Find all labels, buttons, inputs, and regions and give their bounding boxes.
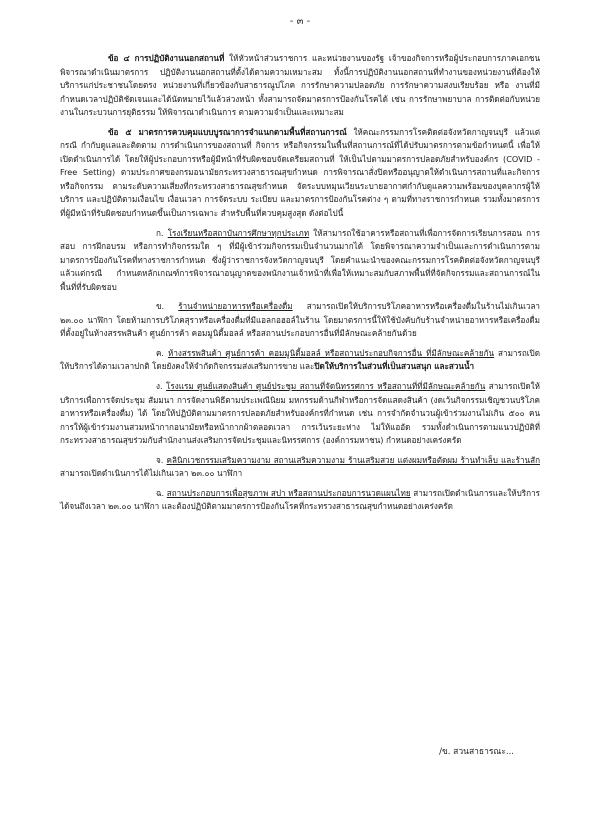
item-f-text: สามารถเปิดดำเนินการและให้บริการได้จนถึงเวลา ๒๓.๐๐ นาฬิกา และต้องปฏิบัติตามมาตรการป้องกันโรคที่กระทรวงสาธารณสุขกำหนดอย่างเคร่งครัด	[60, 487, 541, 512]
item-f	[60, 487, 540, 514]
clause-4-text: ให้หัวหน้าส่วนราชการ และหน่วยงานของรัฐ เจ้าของกิจการหรือผู้ประกอบการภาคเอกชน พิจารณาดำเนินมาตรการ ปฏิบัติงานนอกสถานที่ตั้งได้ตามความเหมาะสม ทั้งนี้การปฏิบัติงานนอกสถานที่ทำงานของหน่วยงานที่ต้องให้บริการแก่ประชาชนโดยตรง หน่วยงานที่เกี่ยวข้องกับสาธารณูปโภค การรักษาความปลอดภัย การรักษาความสงบเรียบร้อย หรือ งานที่มีกำหนดเวลาปฏิบัติชัดเจนและได้นัดหมายไว้แล้วล่วงหน้า ทั้งสามารถจัดมาตรการป้องกันโรคได้ เช่น การรักษาพยาบาล การติดต่อกับหน่วยงานในกระบวนการยุติธรรม ให้พิจารณาดำเนินการ ตามความจำเป็นและเหมาะสม	[60, 53, 541, 118]
item-c-text: สามารถเปิดให้บริการได้ตามเวลาปกติ โดยยังคงให้จำกัดกิจกรรมส่งเสริมการขาย และ	[60, 347, 540, 372]
item-f-lead: ฉ.	[156, 487, 167, 498]
clause-4	[60, 52, 540, 120]
item-d-title: โรงแรม ศูนย์แสดงสินค้า ศูนย์ประชุม สถานที่จัดนิทรรศการ หรือสถานที่ที่มีลักษณะคล้ายกัน	[166, 381, 486, 392]
item-b-text: สามารถเปิดให้บริการบริโภคอาหารหรือเครื่องดื่มในร้านไม่เกินเวลา ๒๓.๐๐ นาฬิกา โดยห้ามการบริโภคสุราหรือเครื่องดื่มที่มีแอลกอฮอล์ในร้าน โดยมาตรการนี้ให้ใช้บังคับกับร้านจำหน่ายอาหารหรือเครื่องดื่มที่ตั้งอยู่ในห้างสรรพสินค้า ศูนย์การค้า คอมมูนิตี้มอลล์ หรือสถานประกอบการอื่นที่มีลักษณะคล้ายกันด้วย	[60, 301, 540, 339]
item-a	[60, 227, 540, 295]
item-d-lead: ง.	[156, 381, 167, 392]
item-a-text: ให้สามารถใช้อาคารหรือสถานที่เพื่อการจัดการเรียนการสอน การสอบ การฝึกอบรม หรือการทำกิจกรรมใด ๆ ที่มีผู้เข้าร่วมกิจกรรมเป็นจำนวนมากได้ โดยพิจารณาความจำเป็นและการดำเนินการตามมาตรการป้องกันโรคที่ทางราชการกำหนด ซึ่งผู้ว่าราชการจังหวัดกาญจนบุรี โดยคำแนะนำของคณะกรรมการโรคติดต่อจังหวัดกาญจนบุรี แล้วแต่กรณี กำหนดหลักเกณฑ์การพิจารณาอนุญาตของพนักงานเจ้าหน้าที่เพื่อให้เหมาะสมกับสภาพพื้นที่ที่จัดกิจกรรมและสถานการณ์ในพื้นที่ที่รับผิดชอบ	[60, 227, 541, 292]
continuation-note: /ข. สวนสาธารณะ...	[439, 747, 514, 757]
item-c-title: ห้างสรรพสินค้า ศูนย์การค้า คอมมูนิตี้มอลล์ หรือสถานประกอบกิจการอื่น ที่มีลักษณะคล้ายกัน	[167, 347, 495, 358]
item-c-bold-tail: ปิดให้บริการในส่วนที่เป็นสวนสนุก และสวนน้ำ	[314, 361, 475, 372]
item-d-text: สามารถเปิดให้บริการเพื่อการจัดประชุม สัมมนา การจัดงานพิธีตามประเพณีนิยม มหกรรมด้านกีฬาหรือการจัดแสดงสินค้า (งดเว้นกิจกรรมเชิญชวนบริโภคอาหารหรือเครื่องดื่ม) ได้ โดยให้ปฏิบัติตามมาตรการปลอดภัยสำหรับองค์กรที่กำหนด เช่น การจำกัดจำนวนผู้เข้าร่วมงานไม่เกิน ๕๐๐ คน การให้ผู้เข้าร่วมงานสวมหน้ากากอนามัยหรือหน้ากากผ้าตลอดเวลา การเว้นระยะห่าง ไม่ให้แออัด รวมทั้งดำเนินการตามแนวปฏิบัติที่กระทรวงสาธารณสุขร่วมกับสำนักงานส่งเสริมการจัดประชุมและนิทรรศการ (องค์การมหาชน) กำหนดอย่างเคร่งครัด	[60, 381, 540, 446]
item-d	[60, 380, 540, 448]
item-a-title: โรงเรียนหรือสถาบันการศึกษาทุกประเภท	[167, 227, 310, 238]
item-c-lead: ค.	[156, 347, 168, 358]
item-b-title: ร้านจำหน่ายอาหารหรือเครื่องดื่ม	[178, 301, 293, 312]
item-e-title: คลินิกเวชกรรมเสริมความงาม สถานเสริมความงาม ร้านเสริมสวย แต่งผมหรือตัดผม ร้านทำเล็บ และร้านสัก	[166, 454, 540, 465]
item-e-text: สามารถเปิดดำเนินการได้ไม่เกินเวลา ๒๓.๐๐ นาฬิกา	[60, 468, 243, 479]
item-b	[60, 300, 540, 341]
clause-5-text: ให้คณะกรรมการโรคติดต่อจังหวัดกาญจนบุรี แล้วแต่กรณี กำกับดูแลและติดตาม การดำเนินการของสถานที่ กิจการ หรือกิจกรรมในพื้นที่สถานการณ์ที่ได้ปรับมาตรการตามข้อกำหนดนี้ เพื่อให้เปิดดำเนินการได้ โดยให้ผู้ประกอบการหรือผู้มีหน้าที่รับผิดชอบจัดเตรียมสถานที่ ให้เป็นไปตามมาตรการปลอดภัยสำหรับองค์กร (COVID - Free Setting) ตามประกาศของกรมอนามัยกระทรวงสาธารณสุขกำหนด การพิจารณาสั่งปิดหรืออนุญาตให้ดำเนินการสถานที่และกิจการหรือกิจกรรม ตามระดับความเสี่ยงที่กระทรวงสาธารณสุขกำหนด จัดระบบหมุนเวียนระบายอากาศกำกับดูแลความพร้อมของบุคลากรผู้ให้บริการ และปฏิบัติตามเงื่อนไข เงื่อนเวลา การจัดระบบ ระเบียบ และมาตรการป้องกันโรคต่าง ๆ ตามที่ทางราชการกำหนด รวมทั้งมาตรการที่ผู้มีหน้าที่รับผิดชอบกำหนดขึ้นเป็นการเฉพาะ สำหรับพื้นที่ควบคุมสูงสุด ดังต่อไปนี้	[60, 126, 540, 219]
item-e-lead: จ.	[156, 454, 167, 465]
page-number: - ๓ -	[289, 16, 311, 27]
item-e	[60, 454, 540, 481]
item-c	[60, 347, 540, 374]
item-a-lead: ก.	[156, 227, 168, 238]
item-b-lead: ข.	[156, 301, 179, 312]
clause-5-heading: ข้อ ๕ มาตรการควบคุมแบบบูรณาการจำแนกตามพื้นที่สถานการณ์	[108, 126, 347, 137]
item-f-title: สถานประกอบการเพื่อสุขภาพ สปา หรือสถานประกอบการนวดแผนไทย	[166, 487, 411, 498]
clause-4-heading: ข้อ ๔ การปฏิบัติงานนอกสถานที่	[108, 53, 225, 63]
clause-5	[60, 126, 540, 221]
